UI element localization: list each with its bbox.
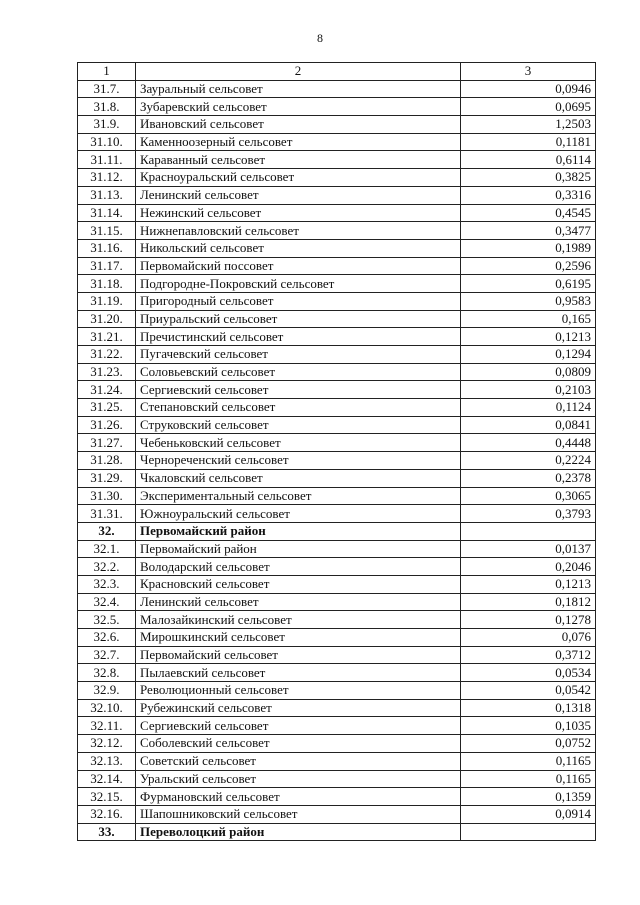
row-value: 0,4545 xyxy=(461,204,596,222)
row-number: 32.5. xyxy=(78,611,136,629)
row-value: 0,0137 xyxy=(461,540,596,558)
row-name: Революционный сельсовет xyxy=(136,682,461,700)
row-value: 0,2046 xyxy=(461,558,596,576)
table-row xyxy=(78,788,596,806)
table-row xyxy=(78,151,596,169)
row-value: 0,0809 xyxy=(461,363,596,381)
table-row xyxy=(78,629,596,647)
table-row xyxy=(78,805,596,823)
row-value: 0,1035 xyxy=(461,717,596,735)
row-number: 32.14. xyxy=(78,770,136,788)
row-name: Пылаевский сельсовет xyxy=(136,664,461,682)
row-name: Ивановский сельсовет xyxy=(136,116,461,134)
row-name: Приуральский сельсовет xyxy=(136,310,461,328)
row-value: 0,165 xyxy=(461,310,596,328)
row-name: Степановский сельсовет xyxy=(136,399,461,417)
row-value: 0,2596 xyxy=(461,257,596,275)
row-number: 31.20. xyxy=(78,310,136,328)
table-row xyxy=(78,169,596,187)
column-header-number: 1 xyxy=(78,63,136,81)
row-name: Сергиевский сельсовет xyxy=(136,381,461,399)
row-number: 31.14. xyxy=(78,204,136,222)
row-name: Ленинский сельсовет xyxy=(136,186,461,204)
table-row xyxy=(78,558,596,576)
row-number: 31.29. xyxy=(78,469,136,487)
row-value: 0,1278 xyxy=(461,611,596,629)
row-number: 31.23. xyxy=(78,363,136,381)
row-name: Нежинский сельсовет xyxy=(136,204,461,222)
row-number: 31.10. xyxy=(78,133,136,151)
row-name: Зубаревский сельсовет xyxy=(136,98,461,116)
row-number: 32.15. xyxy=(78,788,136,806)
row-name: Мирошкинский сельсовет xyxy=(136,629,461,647)
row-number: 31.21. xyxy=(78,328,136,346)
row-number: 31.16. xyxy=(78,239,136,257)
row-number: 32.2. xyxy=(78,558,136,576)
row-value: 1,2503 xyxy=(461,116,596,134)
row-name: Первомайский поссовет xyxy=(136,257,461,275)
table-row xyxy=(78,186,596,204)
table-row xyxy=(78,399,596,417)
row-number: 31.25. xyxy=(78,399,136,417)
table-row xyxy=(78,752,596,770)
table-row xyxy=(78,434,596,452)
section-row xyxy=(78,823,596,841)
table-row xyxy=(78,346,596,364)
table-row xyxy=(78,116,596,134)
row-value: 0,1181 xyxy=(461,133,596,151)
row-number: 31.31. xyxy=(78,505,136,523)
table-row xyxy=(78,540,596,558)
row-value: 0,9583 xyxy=(461,292,596,310)
row-name: Пригородный сельсовет xyxy=(136,292,461,310)
row-value: 0,0695 xyxy=(461,98,596,116)
row-value: 0,3065 xyxy=(461,487,596,505)
table-row xyxy=(78,310,596,328)
row-name: Фурмановский сельсовет xyxy=(136,788,461,806)
row-name: Шапошниковский сельсовет xyxy=(136,805,461,823)
row-value: 0,1318 xyxy=(461,699,596,717)
row-name: Малозайкинский сельсовет xyxy=(136,611,461,629)
table-row xyxy=(78,416,596,434)
row-number: 32.6. xyxy=(78,629,136,647)
table-body xyxy=(78,63,596,841)
row-value: 0,4448 xyxy=(461,434,596,452)
row-name: Караванный сельсовет xyxy=(136,151,461,169)
row-value: 0,1213 xyxy=(461,575,596,593)
row-number: 32.9. xyxy=(78,682,136,700)
row-number: 31.13. xyxy=(78,186,136,204)
row-number: 31.7. xyxy=(78,80,136,98)
row-value: 0,1359 xyxy=(461,788,596,806)
row-number: 32.16. xyxy=(78,805,136,823)
row-number: 31.15. xyxy=(78,222,136,240)
table-row xyxy=(78,275,596,293)
table-row xyxy=(78,717,596,735)
table-row xyxy=(78,505,596,523)
table-row xyxy=(78,328,596,346)
row-name: Нижнепавловский сельсовет xyxy=(136,222,461,240)
row-name: Подгородне-Покровский сельсовет xyxy=(136,275,461,293)
table-row xyxy=(78,735,596,753)
row-number: 33. xyxy=(78,823,136,841)
row-value: 0,076 xyxy=(461,629,596,647)
row-name: Первомайский район xyxy=(136,522,461,540)
row-name: Сергиевский сельсовет xyxy=(136,717,461,735)
row-number: 32.1. xyxy=(78,540,136,558)
row-number: 32.3. xyxy=(78,575,136,593)
table-row xyxy=(78,381,596,399)
row-number: 31.8. xyxy=(78,98,136,116)
column-header-value: 3 xyxy=(461,63,596,81)
row-name: Струковский сельсовет xyxy=(136,416,461,434)
row-name: Переволоцкий район xyxy=(136,823,461,841)
row-value: 0,0946 xyxy=(461,80,596,98)
table-row xyxy=(78,133,596,151)
row-value: 0,1165 xyxy=(461,770,596,788)
row-value: 0,1989 xyxy=(461,239,596,257)
row-number: 32. xyxy=(78,522,136,540)
row-value: 0,6195 xyxy=(461,275,596,293)
row-value: 0,1124 xyxy=(461,399,596,417)
row-number: 32.10. xyxy=(78,699,136,717)
row-number: 32.4. xyxy=(78,593,136,611)
row-value: 0,0752 xyxy=(461,735,596,753)
row-value: 0,3825 xyxy=(461,169,596,187)
table-row xyxy=(78,682,596,700)
row-number: 31.12. xyxy=(78,169,136,187)
row-number: 31.26. xyxy=(78,416,136,434)
row-number: 31.19. xyxy=(78,292,136,310)
row-name: Первомайский сельсовет xyxy=(136,646,461,664)
row-value xyxy=(461,823,596,841)
row-name: Каменноозерный сельсовет xyxy=(136,133,461,151)
row-value: 0,0914 xyxy=(461,805,596,823)
table-row xyxy=(78,222,596,240)
page-number: 8 xyxy=(317,31,323,45)
table-row xyxy=(78,469,596,487)
row-name: Соловьевский сельсовет xyxy=(136,363,461,381)
row-name: Пугачевский сельсовет xyxy=(136,346,461,364)
row-name: Экспериментальный сельсовет xyxy=(136,487,461,505)
row-value: 0,0542 xyxy=(461,682,596,700)
row-number: 31.17. xyxy=(78,257,136,275)
row-value: 0,1294 xyxy=(461,346,596,364)
row-name: Ленинский сельсовет xyxy=(136,593,461,611)
row-number: 32.13. xyxy=(78,752,136,770)
row-value: 0,0534 xyxy=(461,664,596,682)
table-row xyxy=(78,593,596,611)
column-header-name: 2 xyxy=(136,63,461,81)
table-row xyxy=(78,452,596,470)
row-value: 0,3712 xyxy=(461,646,596,664)
row-name: Пречистинский сельсовет xyxy=(136,328,461,346)
row-name: Чебеньковский сельсовет xyxy=(136,434,461,452)
row-number: 31.22. xyxy=(78,346,136,364)
row-name: Чернореченский сельсовет xyxy=(136,452,461,470)
row-value: 0,1213 xyxy=(461,328,596,346)
table-row xyxy=(78,646,596,664)
row-name: Южноуральский сельсовет xyxy=(136,505,461,523)
table-header-row xyxy=(78,63,596,81)
row-number: 31.9. xyxy=(78,116,136,134)
row-value: 0,3316 xyxy=(461,186,596,204)
row-name: Соболевский сельсовет xyxy=(136,735,461,753)
row-value: 0,3477 xyxy=(461,222,596,240)
row-name: Советский сельсовет xyxy=(136,752,461,770)
row-number: 31.30. xyxy=(78,487,136,505)
row-name: Зауральный сельсовет xyxy=(136,80,461,98)
row-name: Красноуральский сельсовет xyxy=(136,169,461,187)
allocation-table xyxy=(77,62,596,841)
row-number: 32.12. xyxy=(78,735,136,753)
row-value: 0,2224 xyxy=(461,452,596,470)
table-row xyxy=(78,575,596,593)
row-value: 0,3793 xyxy=(461,505,596,523)
table-row xyxy=(78,204,596,222)
row-name: Чкаловский сельсовет xyxy=(136,469,461,487)
section-row xyxy=(78,522,596,540)
row-number: 31.11. xyxy=(78,151,136,169)
row-number: 31.18. xyxy=(78,275,136,293)
table-row xyxy=(78,239,596,257)
row-value: 0,6114 xyxy=(461,151,596,169)
row-name: Уральский сельсовет xyxy=(136,770,461,788)
row-value xyxy=(461,522,596,540)
row-name: Первомайский район xyxy=(136,540,461,558)
row-name: Рубежинский сельсовет xyxy=(136,699,461,717)
table-row xyxy=(78,80,596,98)
row-number: 31.24. xyxy=(78,381,136,399)
row-number: 31.28. xyxy=(78,452,136,470)
table-row xyxy=(78,664,596,682)
table-row xyxy=(78,257,596,275)
row-value: 0,0841 xyxy=(461,416,596,434)
row-name: Володарский сельсовет xyxy=(136,558,461,576)
table-row xyxy=(78,292,596,310)
table-row xyxy=(78,363,596,381)
row-name: Никольский сельсовет xyxy=(136,239,461,257)
table-row xyxy=(78,98,596,116)
row-value: 0,1165 xyxy=(461,752,596,770)
table-row xyxy=(78,699,596,717)
row-number: 32.8. xyxy=(78,664,136,682)
table-row xyxy=(78,611,596,629)
row-value: 0,2378 xyxy=(461,469,596,487)
table-row xyxy=(78,770,596,788)
row-value: 0,1812 xyxy=(461,593,596,611)
row-number: 31.27. xyxy=(78,434,136,452)
row-name: Красновский сельсовет xyxy=(136,575,461,593)
row-number: 32.11. xyxy=(78,717,136,735)
table-row xyxy=(78,487,596,505)
row-number: 32.7. xyxy=(78,646,136,664)
row-value: 0,2103 xyxy=(461,381,596,399)
